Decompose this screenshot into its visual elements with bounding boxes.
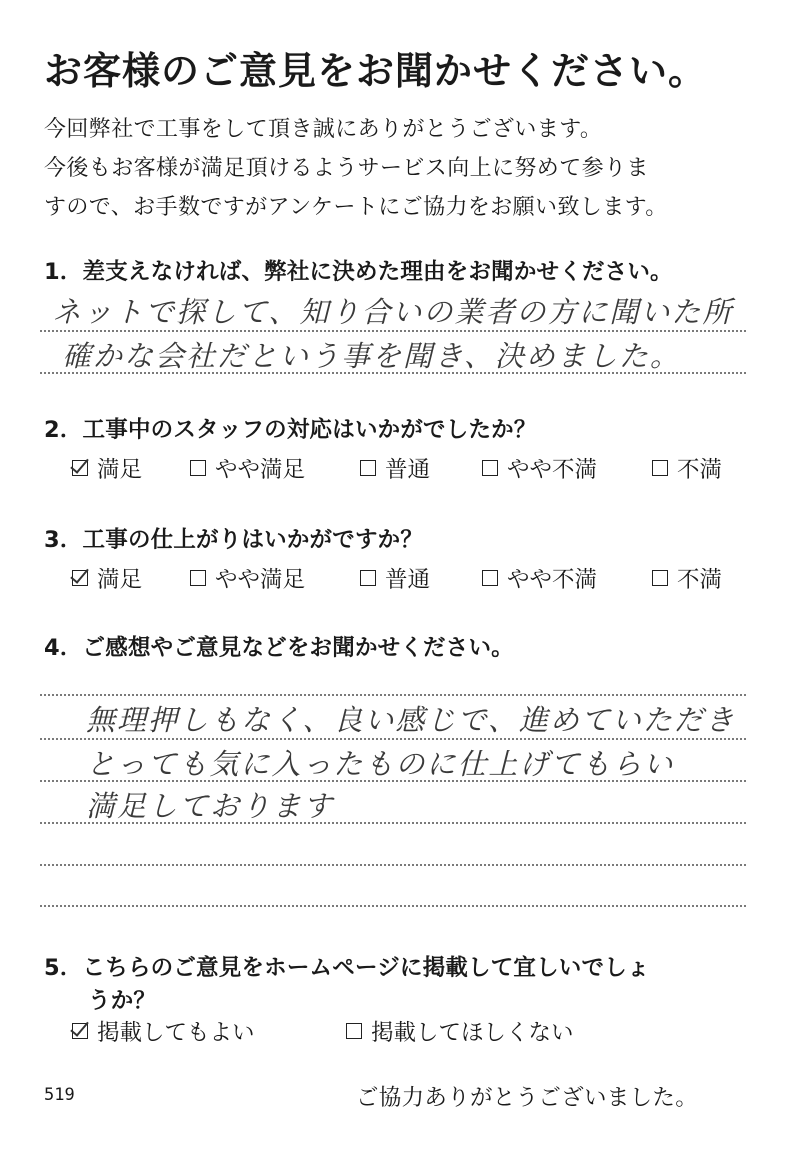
q3-option-somewhat-satisfied[interactable]	[190, 562, 305, 594]
checkbox-icon[interactable]	[482, 570, 498, 586]
option-label: 掲載してもよい	[97, 1020, 255, 1046]
option-label: やや満足	[215, 457, 306, 483]
answer-rule	[40, 822, 746, 824]
option-label: 掲載してほしくない	[371, 1020, 574, 1046]
q2-option-normal[interactable]	[360, 452, 430, 484]
page-title: お客様のご意見をお聞かせください。	[44, 49, 708, 93]
intro-line-2: 今後もお客様が満足頂けるようサービス向上に努めて参りま	[44, 156, 649, 181]
question-3-label: 3．工事の仕上がりはいかがですか？	[44, 527, 424, 553]
question-4-label: 4．ご感想やご意見などをお聞かせください。	[44, 635, 514, 661]
checked-checkbox-icon[interactable]	[72, 570, 88, 586]
option-label: やや満足	[215, 567, 306, 593]
q3-option-somewhat-dissatisfied[interactable]	[482, 562, 597, 594]
checkbox-icon[interactable]	[652, 570, 668, 586]
checkbox-icon[interactable]	[360, 460, 376, 476]
checked-checkbox-icon[interactable]	[72, 460, 88, 476]
q2-option-dissatisfied[interactable]	[652, 452, 722, 484]
question-5-label-line-2: うか？	[88, 988, 157, 1014]
intro-line-3: すので、お手数ですがアンケートにご協力をお願い致します。	[44, 195, 668, 220]
checked-checkbox-icon[interactable]	[72, 1023, 88, 1039]
option-label: 不満	[677, 567, 723, 593]
answer-4-line-1: 無理押しもなく、良い感じで、進めていただき	[86, 703, 736, 737]
page-number: 519	[44, 1085, 75, 1105]
answer-4-line-2: とっても気に入ったものに仕上げてもらい	[86, 747, 675, 781]
q5-option-allow[interactable]	[72, 1015, 255, 1047]
checkbox-icon[interactable]	[190, 460, 206, 476]
checkbox-icon[interactable]	[482, 460, 498, 476]
option-label: 不満	[677, 457, 723, 483]
intro-line-1: 今回弊社で工事をして頂き誠にありがとうございます。	[44, 117, 603, 142]
answer-rule	[40, 694, 746, 696]
question-2-label: 2．工事中のスタッフの対応はいかがでしたか？	[44, 417, 537, 443]
thanks-message: ご協力ありがとうございました。	[356, 1085, 699, 1111]
answer-4-line-3: 満足しております	[86, 789, 335, 823]
q2-option-satisfied[interactable]	[72, 452, 142, 484]
q3-option-dissatisfied[interactable]	[652, 562, 722, 594]
option-label: 普通	[385, 567, 431, 593]
option-label: 満足	[97, 457, 143, 483]
option-label: やや不満	[507, 457, 598, 483]
option-label: 満足	[97, 567, 143, 593]
answer-rule	[40, 905, 746, 907]
checkbox-icon[interactable]	[360, 570, 376, 586]
answer-rule	[40, 864, 746, 866]
q3-option-normal[interactable]	[360, 562, 430, 594]
answer-rule	[40, 330, 746, 332]
q3-option-satisfied[interactable]	[72, 562, 142, 594]
answer-rule	[40, 780, 746, 782]
answer-1-line-2: 確かな会社だという事を聞き、決めました。	[62, 339, 681, 373]
q5-option-deny[interactable]	[346, 1015, 574, 1047]
question-1-label: 1．差支えなければ、弊社に決めた理由をお聞かせください。	[44, 259, 673, 285]
checkbox-icon[interactable]	[346, 1023, 362, 1039]
option-label: 普通	[385, 457, 431, 483]
answer-rule	[40, 372, 746, 374]
question-5-label-line-1: 5．こちらのご意見をホームページに掲載して宜しいでしょ	[44, 955, 650, 981]
checkbox-icon[interactable]	[652, 460, 668, 476]
answer-rule	[40, 738, 746, 740]
option-label: やや不満	[507, 567, 598, 593]
q2-option-somewhat-satisfied[interactable]	[190, 452, 305, 484]
q2-option-somewhat-dissatisfied[interactable]	[482, 452, 597, 484]
answer-1-line-1: ネットで探して、知り合いの業者の方に聞いた所	[52, 295, 734, 329]
checkbox-icon[interactable]	[190, 570, 206, 586]
